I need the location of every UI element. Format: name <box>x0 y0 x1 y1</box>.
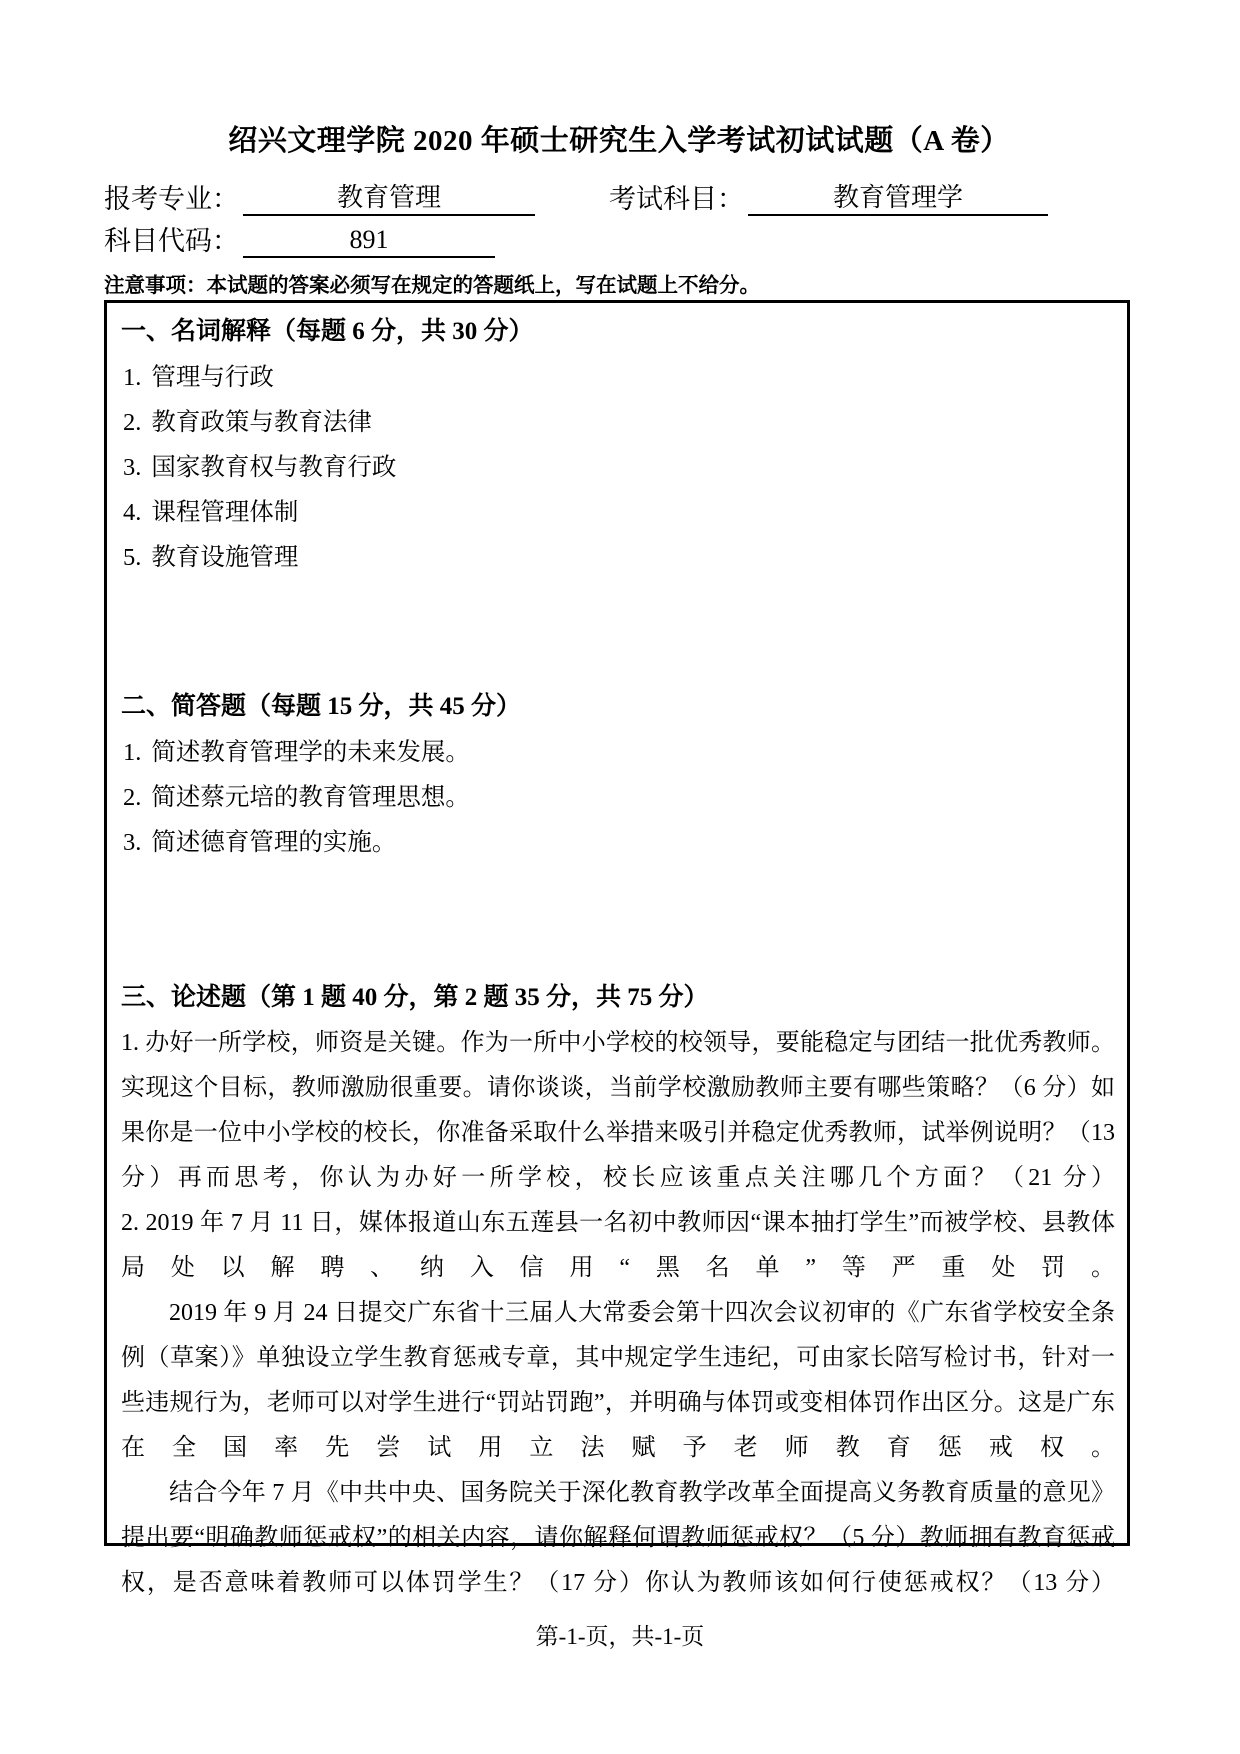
question-item <box>121 400 1115 445</box>
question-text: 简述德育管理的实施。 <box>151 829 397 856</box>
question-number: 3. <box>123 829 142 856</box>
essay-paragraph-4: 结合今年 7 月《中共中央、国务院关于深化教育教学改革全面提高义务教育质量的意见》提出要“明确教师惩戒权”的相关内容，请你解释何谓教师惩戒权？（5 分）教师拥有教育惩戒权，是否意味着教师可以体罚学生？（17 分）你认为教师该如何行使惩戒权？（13 分） <box>121 1480 1115 1596</box>
page-footer: 第-1-页，共-1-页 <box>535 1624 705 1649</box>
question-item <box>121 730 1115 775</box>
subject-label: 考试科目： <box>609 184 744 214</box>
question-text: 国家教育权与教育行政 <box>151 454 397 481</box>
section-spacer <box>121 865 1115 975</box>
major-label: 报考专业： <box>104 184 239 214</box>
question-number: 5. <box>123 544 142 571</box>
section-heading-2: 二、简答题（每题 15 分，共 45 分） <box>121 693 522 720</box>
question-number: 1. <box>123 739 142 766</box>
exam-content-box <box>104 300 1130 1596</box>
question-text: 教育设施管理 <box>151 544 299 571</box>
subject-value: 教育管理学 <box>748 182 1048 216</box>
section-spacer <box>121 580 1115 684</box>
question-number: 2. <box>123 409 142 436</box>
question-text: 简述蔡元培的教育管理思想。 <box>151 784 470 811</box>
question-item <box>121 820 1115 865</box>
essay-paragraph-2: 2. 2019 年 7 月 11 日，媒体报道山东五莲县一名初中教师因“课本抽打学生”而被学校、县教体局处以解聘、纳入信用“黑名单”等严重处罚。 <box>121 1210 1115 1281</box>
section-heading-1: 一、名词解释（每题 6 分，共 30 分） <box>121 318 534 345</box>
question-text: 管理与行政 <box>151 364 274 391</box>
question-number: 2. <box>123 784 142 811</box>
page-title: 绍兴文理学院 2020 年硕士研究生入学考试初试试题（A 卷） <box>228 125 1010 157</box>
question-text: 教育政策与教育法律 <box>151 409 372 436</box>
question-item <box>121 490 1115 535</box>
question-text: 课程管理体制 <box>151 499 299 526</box>
major-value: 教育管理 <box>243 182 535 216</box>
essay-paragraph-3: 2019 年 9 月 24 日提交广东省十三届人大常委会第十四次会议初审的《广东省学校安全条例（草案）》单独设立学生教育惩戒专章，其中规定学生违纪，可由家长陪写检讨书，针对一些违规行为，老师可以对学生进行“罚站罚跑”，并明确与体罚或变相体罚作出区分。这是广东在全国率先尝试用立法赋予老师教育惩戒权。 <box>121 1300 1115 1461</box>
question-item <box>121 775 1115 820</box>
question-number: 1. <box>123 364 142 391</box>
question-item <box>121 445 1115 490</box>
question-number: 3. <box>123 454 142 481</box>
code-label: 科目代码： <box>104 226 239 256</box>
code-value: 891 <box>243 224 495 258</box>
section-heading-3: 三、论述题（第 1 题 40 分，第 2 题 35 分，共 75 分） <box>121 984 709 1011</box>
essay-paragraph-1: 1. 办好一所学校，师资是关键。作为一所中小学校的校领导，要能稳定与团结一批优秀教师。实现这个目标，教师激励很重要。请你谈谈，当前学校激励教师主要有哪些策略？（6 分）如果你是一位中小学校的校长，你准备采取什么举措来吸引并稳定优秀教师，试举例说明？（13 分）再而思考，你认为办好一所学校，校长应该重点关注哪几个方面？（21 分） <box>121 1030 1115 1191</box>
notice-text: 注意事项：本试题的答案必须写在规定的答题纸上，写在试题上不给分。 <box>104 275 760 297</box>
question-number: 4. <box>123 499 142 526</box>
question-text: 简述教育管理学的未来发展。 <box>151 739 470 766</box>
header-field-row-major-subject <box>104 182 1048 216</box>
header-field-row-code <box>104 224 495 258</box>
question-item <box>121 535 1115 580</box>
question-item <box>121 355 1115 400</box>
